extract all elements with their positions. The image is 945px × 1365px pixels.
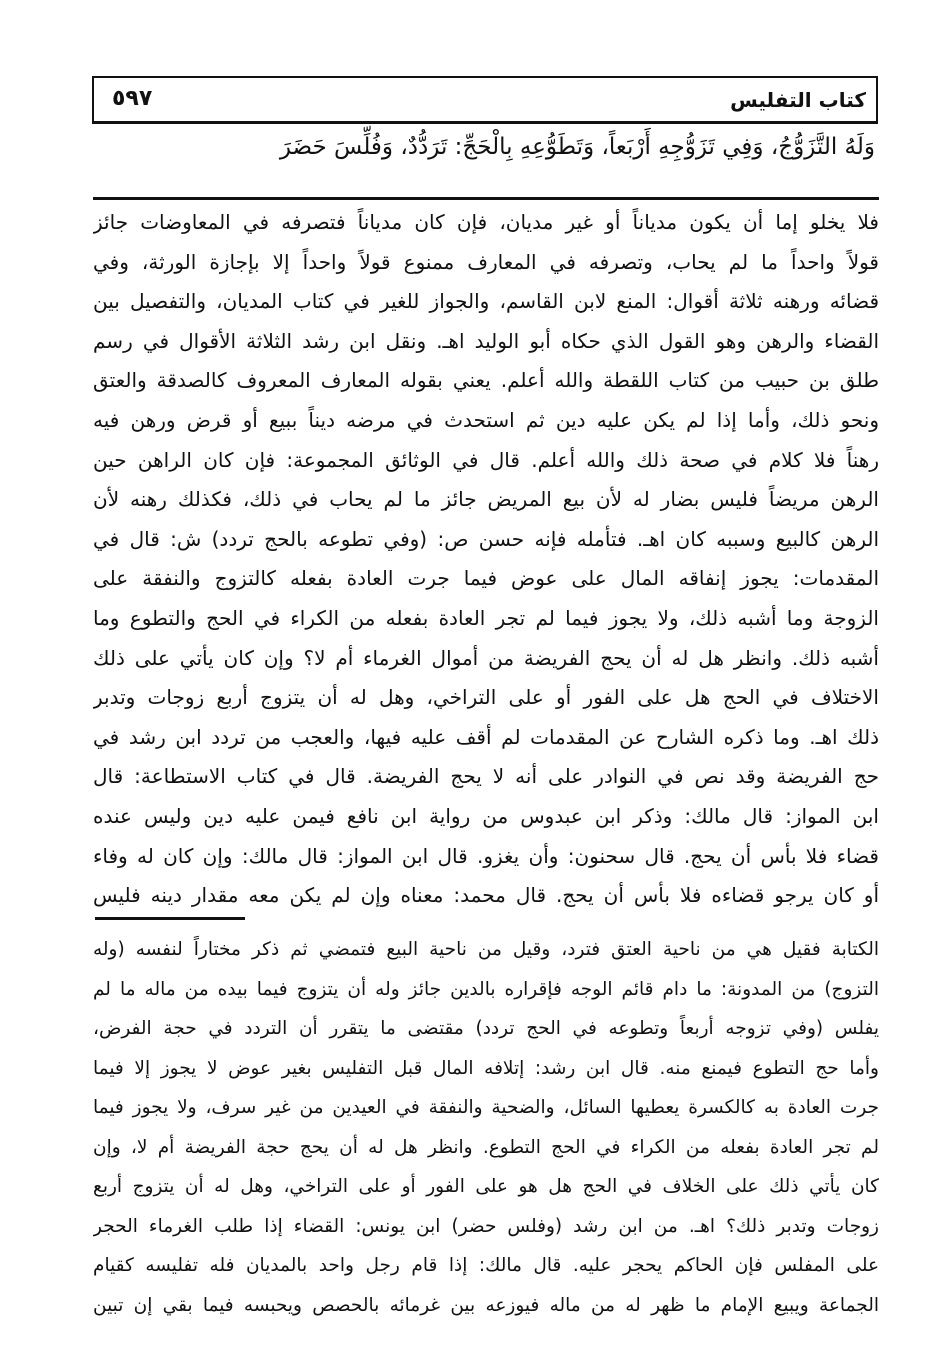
text-line: الاختلاف في الحج هل على الفور أو على التراخي، وهل له أن يتزوج أربع زوجات وتدبر bbox=[93, 685, 879, 710]
text-line: الرهن مريضاً فليس بضار له لأن بيع المريض جائز ما لم يحاب في ذلك، فكذلك رهنه لأن bbox=[93, 487, 879, 512]
text-line: طلق بن حبيب من كتاب اللقطة والله أعلم. يعني بقوله المعارف المعروف كالصدقة والعتق bbox=[93, 368, 879, 393]
footnote-line: يفلس (وفي تزوجه أربعاً وتطوعه في الحج تردد) مقتضى ما يتقرر أن التردد في حجة الفرض، bbox=[93, 1018, 879, 1039]
matn-text: وَلَهُ التَّزَوُّجُ، وَفِي تَزَوُّجِهِ أَرْبَعاً، وَتَطَوُّعِهِ بِالْحَجِّ: تَرَدُّدٌ، وَفُلِّسَ حَضَرَ bbox=[279, 134, 875, 160]
text-line: الرهن كالبيع وسببه كان اهـ. فتأمله فإنه حسن ص: (وفي تطوعه بالحج تردد) ش: قال في bbox=[93, 526, 879, 551]
text-line: قولاً واحداً ما لم يحاب، وتصرفه في المعارف ممنوع قولاً واحداً إلا بإجازة الورثة، وفي bbox=[93, 249, 879, 274]
footnote-line: على المفلس فإن الحاكم يحجر عليه. قال مالك: إذا قام رجل واحد بالمديان فله تفليسه كقيام bbox=[93, 1255, 879, 1276]
chapter-title: كتاب التفليس bbox=[730, 88, 866, 112]
text-line: رهناً فلا كلام في صحة ذلك والله أعلم. قال في الوثائق المجموعة: فإن كان الراهن حين bbox=[93, 447, 879, 472]
text-line: أشبه ذلك. وانظر هل له أن يحج الفريضة من أموال الغرماء أم لا؟ وإن كان يأتي على ذلك bbox=[93, 645, 879, 670]
text-line: حج الفريضة وقد نص في النوادر على أنه لا يحج الفريضة. قال في كتاب الاستطاعة: قال bbox=[93, 764, 879, 789]
footnote-line: جرت العادة به كالكسرة يعطيها السائل، والضحية والنفقة في العيدين من غير سرف، ولا يجوز فيما bbox=[93, 1097, 879, 1118]
footnote-divider bbox=[95, 917, 245, 920]
page-number: ٥٩٧ bbox=[112, 86, 153, 111]
text-line: المقدمات: يجوز إنفاقه المال على عوض فيما جرت العادة بفعله كالتزوج والنفقة على bbox=[93, 566, 879, 591]
footnote-line: لم تجر العادة بفعله من الكراء في الحج التطوع. وانظر هل له أن يحج حجة الفريضة أم لا، وإن bbox=[93, 1136, 879, 1158]
footnote-line: الكتابة فقيل هي من ناحية العتق فترد، وقيل من ناحية البيع فتمضي ثم ذكر مختاراً لنفسه (وله bbox=[93, 939, 879, 960]
footnote-line: التزوج) من المدونة: ما دام قائم الوجه فإقراره بالدين جائز وله أن يتزوج فيما بيده من ماله ما لم bbox=[93, 978, 879, 1000]
matn-divider bbox=[93, 197, 879, 200]
running-header bbox=[92, 76, 878, 124]
text-line: أو كان يرجو قضاءه فلا بأس أن يحج. قال محمد: معناه وإن لم يكن معه مقدار دينه فليس bbox=[93, 883, 879, 908]
main-commentary bbox=[93, 203, 879, 916]
text-line: القضاء والرهن وهو القول الذي حكاه أبو الوليد اهـ. ونقل ابن رشد الثلاثة الأقوال في رسم bbox=[93, 328, 879, 353]
footnote-line: وأما حج التطوع فيمنع منه. قال ابن رشد: إتلافه المال قبل التفليس بغير عوض لا يجوز إلا فيما bbox=[93, 1057, 879, 1079]
footnote-line: زوجات وتدبر ذلك؟ اهـ. من ابن رشد (وفلس حضر) ابن يونس: القضاء إذا طلب الغرماء الحجر bbox=[93, 1215, 879, 1237]
text-line: ذلك اهـ. وما ذكره الشارح عن المقدمات لم أقف عليه فيها، والعجب من تردد ابن رشد في bbox=[93, 724, 879, 749]
text-line: فلا يخلو إما أن يكون مدياناً أو غير مديان، فإن كان مدياناً فتصرفه في المعاوضات جائز bbox=[93, 210, 879, 234]
text-line: ابن المواز: قال مالك: وذكر ابن عبدوس من رواية ابن نافع فيمن عليه دين وليس عنده bbox=[93, 803, 879, 828]
text-line: قضائه ورهنه ثلاثة أقوال: المنع لابن القاسم، والجواز للغير في كتاب المديان، والتفصيل بين bbox=[93, 289, 879, 314]
footnote-line: كان يأتي ذلك على الخلاف في الحج هل هو على الفور أو على التراخي، وهل له أن يتزوج أربع bbox=[93, 1176, 879, 1197]
footnote-line: الجماعة ويبيع الإمام ما ظهر له من ماله فيوزعه بين غرمائه بالحصص ويحبسه فيما بقي إن تبين bbox=[93, 1294, 879, 1316]
text-line: قضاء فلا بأس أن يحج. قال سحنون: وأن يغزو. قال ابن المواز: قال مالك: وإن كان له وفاء bbox=[93, 843, 879, 868]
text-line: الزوجة وما أشبه ذلك، ولا يجوز فيما لم تجر العادة بفعله من الكراء في الحج والتطوع وما bbox=[93, 605, 879, 630]
text-line: ونحو ذلك، وأما إذا لم يكن عليه دين ثم استحدث في مرضه ديناً ببيع أو قرض ورهن فيه bbox=[93, 407, 879, 432]
footnote-commentary bbox=[93, 930, 879, 1325]
